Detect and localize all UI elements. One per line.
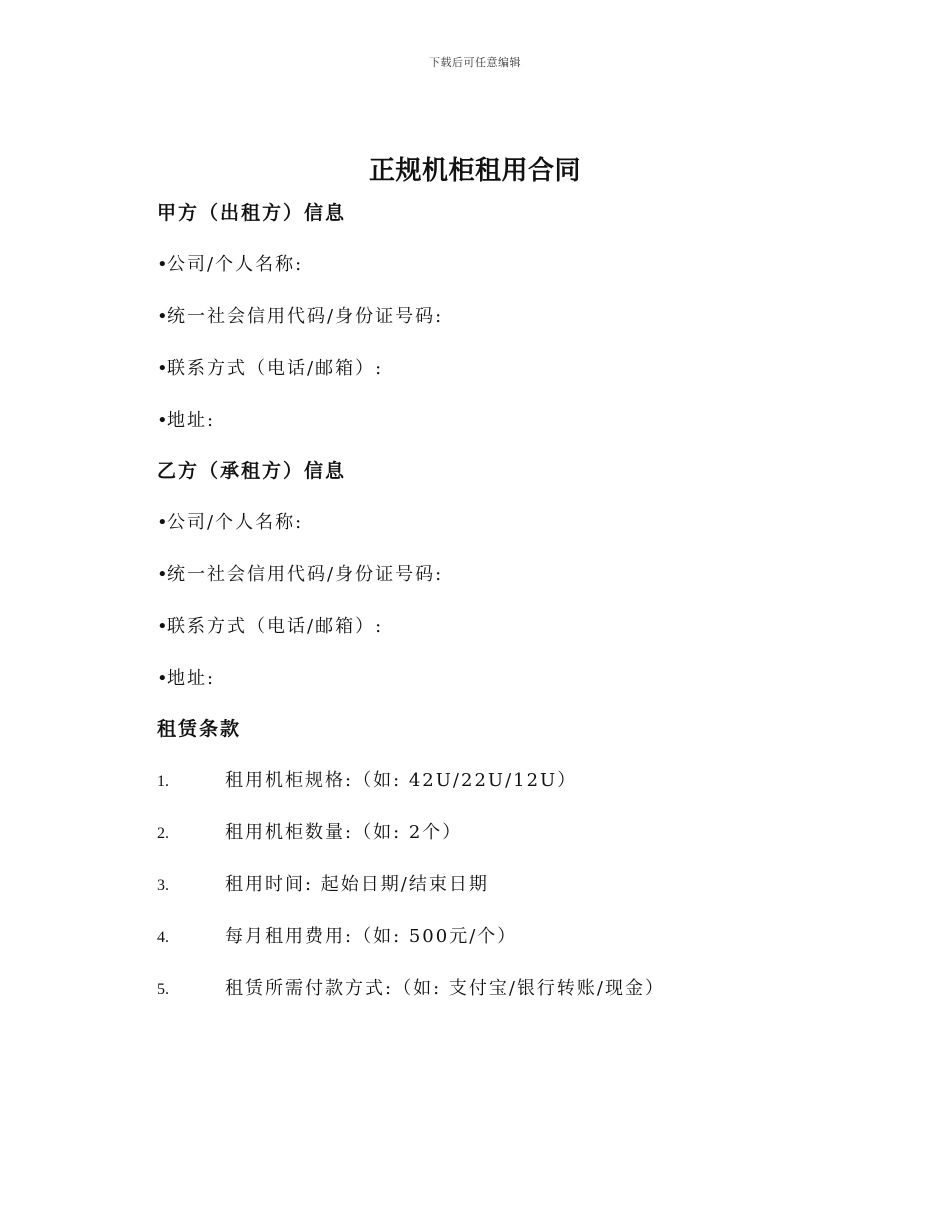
term-item — [157, 870, 489, 896]
party-a-address-field — [157, 406, 215, 432]
bullet-icon: • — [157, 512, 168, 533]
term-text: 每月租用费用:（如: 500元/个） — [225, 926, 518, 947]
bullet-icon: • — [157, 306, 168, 327]
bullet-icon: • — [157, 564, 168, 585]
field-label: 地址: — [167, 668, 216, 689]
party-b-name-field — [157, 508, 303, 534]
field-label: 联系方式（电话/邮箱）: — [167, 616, 384, 637]
party-a-name-field — [157, 250, 303, 276]
term-number: 3. — [157, 877, 169, 894]
term-item — [157, 922, 517, 948]
term-text: 租用机柜数量:（如: 2个） — [225, 822, 463, 843]
term-item — [157, 766, 577, 792]
section-heading-party-a: 甲方（出租方）信息 — [157, 202, 347, 224]
bullet-icon: • — [157, 668, 168, 689]
term-number: 5. — [157, 981, 169, 998]
field-label: 联系方式（电话/邮箱）: — [167, 358, 384, 379]
bullet-icon: • — [157, 358, 168, 379]
term-number: 2. — [157, 825, 169, 842]
term-number: 4. — [157, 929, 169, 946]
party-b-contact-field — [157, 612, 383, 638]
section-heading-terms: 租赁条款 — [157, 718, 242, 740]
bullet-icon: • — [157, 616, 168, 637]
field-label: 统一社会信用代码/身份证号码: — [167, 564, 444, 585]
term-text: 租赁所需付款方式:（如: 支付宝/银行转账/现金） — [225, 978, 665, 999]
page-header-note: 下载后可任意编辑 — [429, 56, 521, 69]
field-label: 地址: — [167, 410, 216, 431]
field-label: 公司/个人名称: — [167, 254, 304, 275]
bullet-icon: • — [157, 410, 168, 431]
bullet-icon: • — [157, 254, 168, 275]
term-number: 1. — [157, 773, 169, 790]
document-title: 正规机柜租用合同 — [368, 156, 581, 186]
party-b-id-field — [157, 560, 443, 586]
term-item — [157, 818, 462, 844]
party-a-id-field — [157, 302, 443, 328]
term-item — [157, 974, 665, 1000]
party-a-contact-field — [157, 354, 383, 380]
term-text: 租用机柜规格:（如: 42U/22U/12U） — [225, 770, 578, 791]
term-text: 租用时间: 起始日期/结束日期 — [225, 874, 489, 895]
field-label: 统一社会信用代码/身份证号码: — [167, 306, 444, 327]
section-heading-party-b: 乙方（承租方）信息 — [157, 460, 347, 482]
party-b-address-field — [157, 664, 215, 690]
field-label: 公司/个人名称: — [167, 512, 304, 533]
